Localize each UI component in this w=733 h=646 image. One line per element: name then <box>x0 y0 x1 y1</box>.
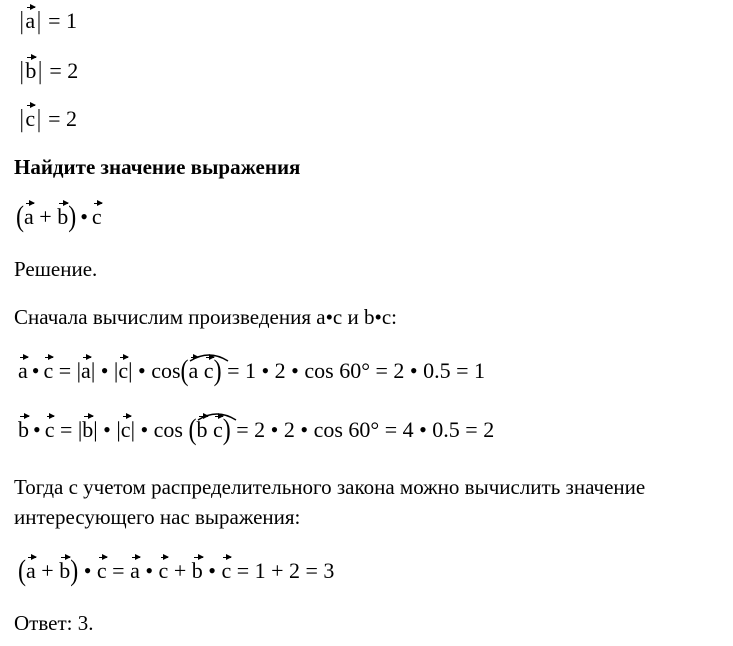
right-paren: ) <box>213 354 222 388</box>
abs-product: | • | <box>90 358 119 383</box>
final-result: = 1 + 2 = 3 <box>231 558 335 583</box>
given-a-line <box>18 10 77 33</box>
vector-b: b <box>196 417 208 442</box>
dot-operator: • <box>202 558 222 583</box>
vector-a: a <box>81 358 91 383</box>
task-heading: Найдите значение выражения <box>14 155 301 179</box>
cos-label: | • cos <box>128 358 181 383</box>
vector-c: c <box>25 106 36 131</box>
equals-abs: = | <box>53 358 82 383</box>
right-paren: ) <box>70 554 79 588</box>
cos-label: | • cos <box>130 417 189 442</box>
abs-bar: | <box>18 106 26 133</box>
vector-c: c <box>118 358 129 383</box>
vector-c: c <box>44 417 55 442</box>
vector-c: c <box>120 417 131 442</box>
abs-product: | • | <box>93 417 121 442</box>
abs-bar: | <box>35 106 43 133</box>
solution-intro: Сначала вычислим произведения a•c и b•c: <box>14 305 397 329</box>
vector-a: a <box>18 358 28 383</box>
ac-product-line <box>18 354 486 388</box>
task-expression <box>16 200 102 234</box>
equals-abs: = | <box>54 417 83 442</box>
vector-c: c <box>91 204 102 229</box>
vector-a: a <box>188 358 199 383</box>
plus-sign: + <box>35 558 60 583</box>
dot-operator: • <box>78 558 97 583</box>
bc-product-line <box>18 413 495 447</box>
final-expression <box>18 554 335 588</box>
vector-a: a <box>130 558 140 583</box>
solution-label: Решение. <box>14 257 98 281</box>
angle-bc <box>197 419 223 441</box>
angle-ac <box>189 360 214 382</box>
dot-operator: • <box>139 558 159 583</box>
given-a-value: = 1 <box>42 8 78 33</box>
vector-c: c <box>96 558 107 583</box>
vector-a: a <box>26 558 36 583</box>
vector-b: b <box>25 58 37 83</box>
vector-c: c <box>221 558 232 583</box>
equals-sign: = <box>106 558 131 583</box>
dot-operator: • <box>31 358 40 383</box>
left-paren: ( <box>180 354 189 388</box>
left-paren: ( <box>18 554 26 588</box>
abs-bar: | <box>35 8 43 35</box>
right-paren: ) <box>222 413 231 447</box>
left-paren: ( <box>188 413 197 447</box>
left-paren: ( <box>16 200 24 234</box>
vector-a: a <box>25 8 36 33</box>
plus-sign: + <box>33 204 58 229</box>
vector-a: a <box>24 204 34 229</box>
abs-bar: | <box>18 58 26 85</box>
vector-b: b <box>57 204 69 229</box>
given-c-line <box>18 108 77 131</box>
answer-text: Ответ: 3. <box>14 611 94 635</box>
given-b-line <box>18 60 78 83</box>
bc-result: = 2 • 2 • cos 60° = 4 • 0.5 = 2 <box>230 417 495 442</box>
then-text-line-1: Тогда с учетом распределительного закона можно вычислить значение <box>14 475 646 499</box>
vector-c: c <box>203 358 214 383</box>
vector-c: c <box>43 358 54 383</box>
dot-operator: • <box>80 204 88 229</box>
vector-b: b <box>191 558 203 583</box>
given-c-value: = 2 <box>42 106 78 131</box>
vector-b: b <box>82 417 94 442</box>
dot-operator: • <box>33 417 41 442</box>
then-text-line-2: интересующего нас выражения: <box>14 505 301 529</box>
vector-c: c <box>213 417 223 442</box>
abs-bar: | <box>36 58 44 85</box>
vector-b: b <box>18 417 29 442</box>
right-paren: ) <box>68 200 77 234</box>
plus-sign: + <box>168 558 192 583</box>
abs-bar: | <box>18 8 26 35</box>
vector-b: b <box>59 558 71 583</box>
vector-c: c <box>158 558 169 583</box>
ac-result: = 1 • 2 • cos 60° = 2 • 0.5 = 1 <box>221 358 486 383</box>
given-b-value: = 2 <box>43 58 79 83</box>
